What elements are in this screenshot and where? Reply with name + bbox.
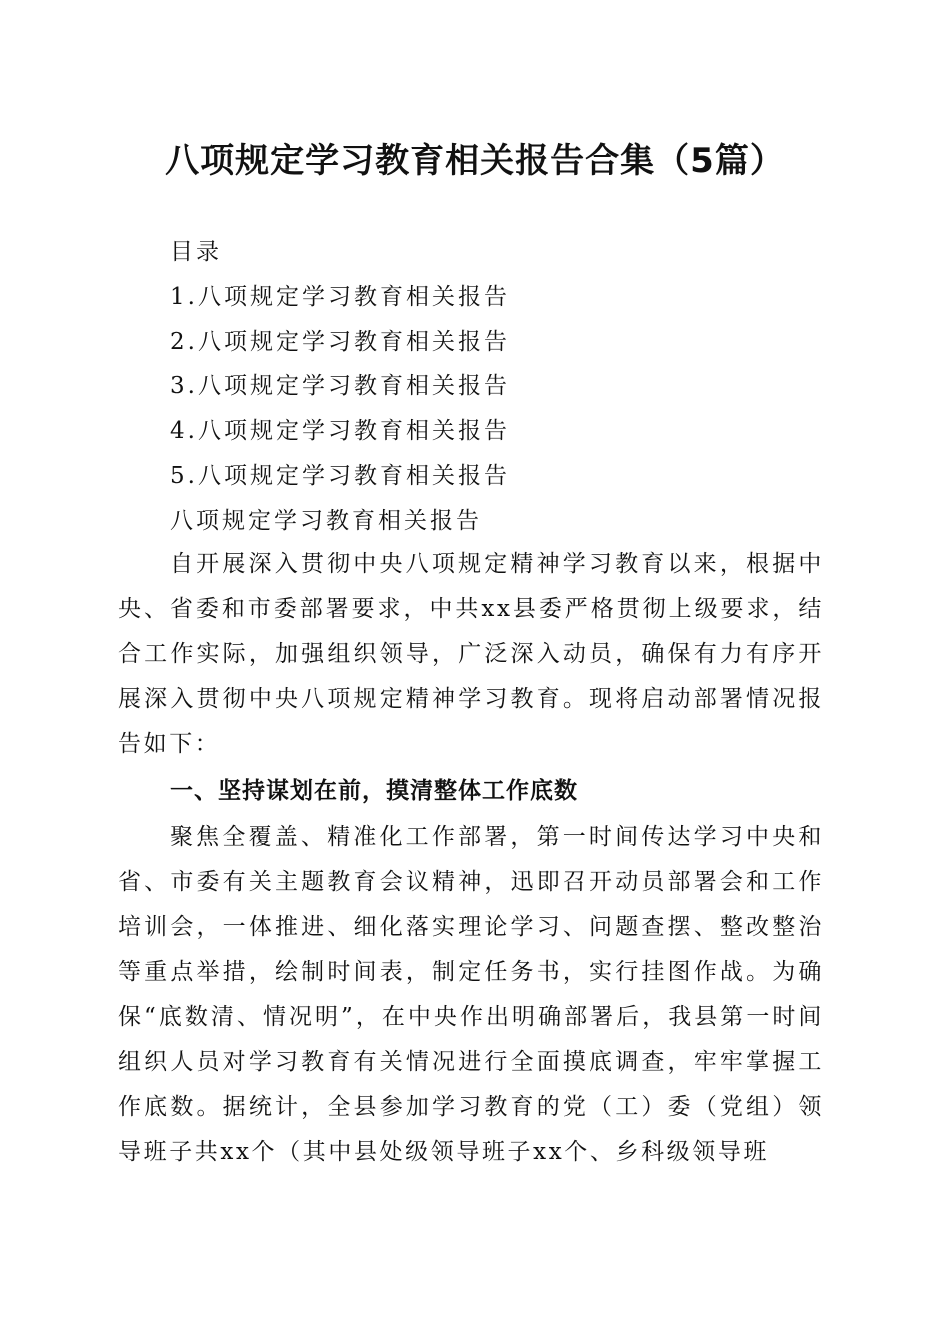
section-paragraph: 聚焦全覆盖、精准化工作部署，第一时间传达学习中央和省、市委有关主题教育会议精神，迅即召开动员部署会和工作培训会，一体推进、细化落实理论学习、问题查摆、整改整治等重点举措，绘制时间表，制定任务书，实行挂图作战。为确保“底数清、情况明”，在中央作出明确部署后，我县第一时间组织人员对学习教育有关情况进行全面摸底调查，牢牢掌握工作底数。据统计，全县参加学习教育的党（工）委（党组）领导班子共xx个（其中县处级领导班子xx个、乡科级领导班 bbox=[118, 824, 824, 1165]
section-heading: 一、坚持谋划在前，摸清整体工作底数 bbox=[170, 778, 578, 804]
intro-paragraph: 自开展深入贯彻中央八项规定精神学习教育以来，根据中央、省委和市委部署要求，中共xx县委严格贯彻上级要求，结合工作实际，加强组织领导，广泛深入动员，确保有力有序开展深入贯彻中央八项规定精神学习教育。现将启动部署情况报告如下： bbox=[118, 551, 824, 757]
toc-heading: 目录 bbox=[170, 239, 222, 265]
toc-item: 3.八项规定学习教育相关报告 bbox=[170, 373, 510, 400]
table-of-contents bbox=[170, 230, 510, 544]
article-title: 八项规定学习教育相关报告 bbox=[170, 507, 482, 534]
toc-item: 5.八项规定学习教育相关报告 bbox=[170, 462, 510, 489]
toc-item: 2.八项规定学习教育相关报告 bbox=[170, 328, 510, 355]
toc-item: 1.八项规定学习教育相关报告 bbox=[170, 283, 510, 310]
toc-item: 4.八项规定学习教育相关报告 bbox=[170, 418, 510, 445]
document-body bbox=[118, 542, 824, 1175]
document-title: 八项规定学习教育相关报告合集（5篇） bbox=[165, 141, 785, 181]
